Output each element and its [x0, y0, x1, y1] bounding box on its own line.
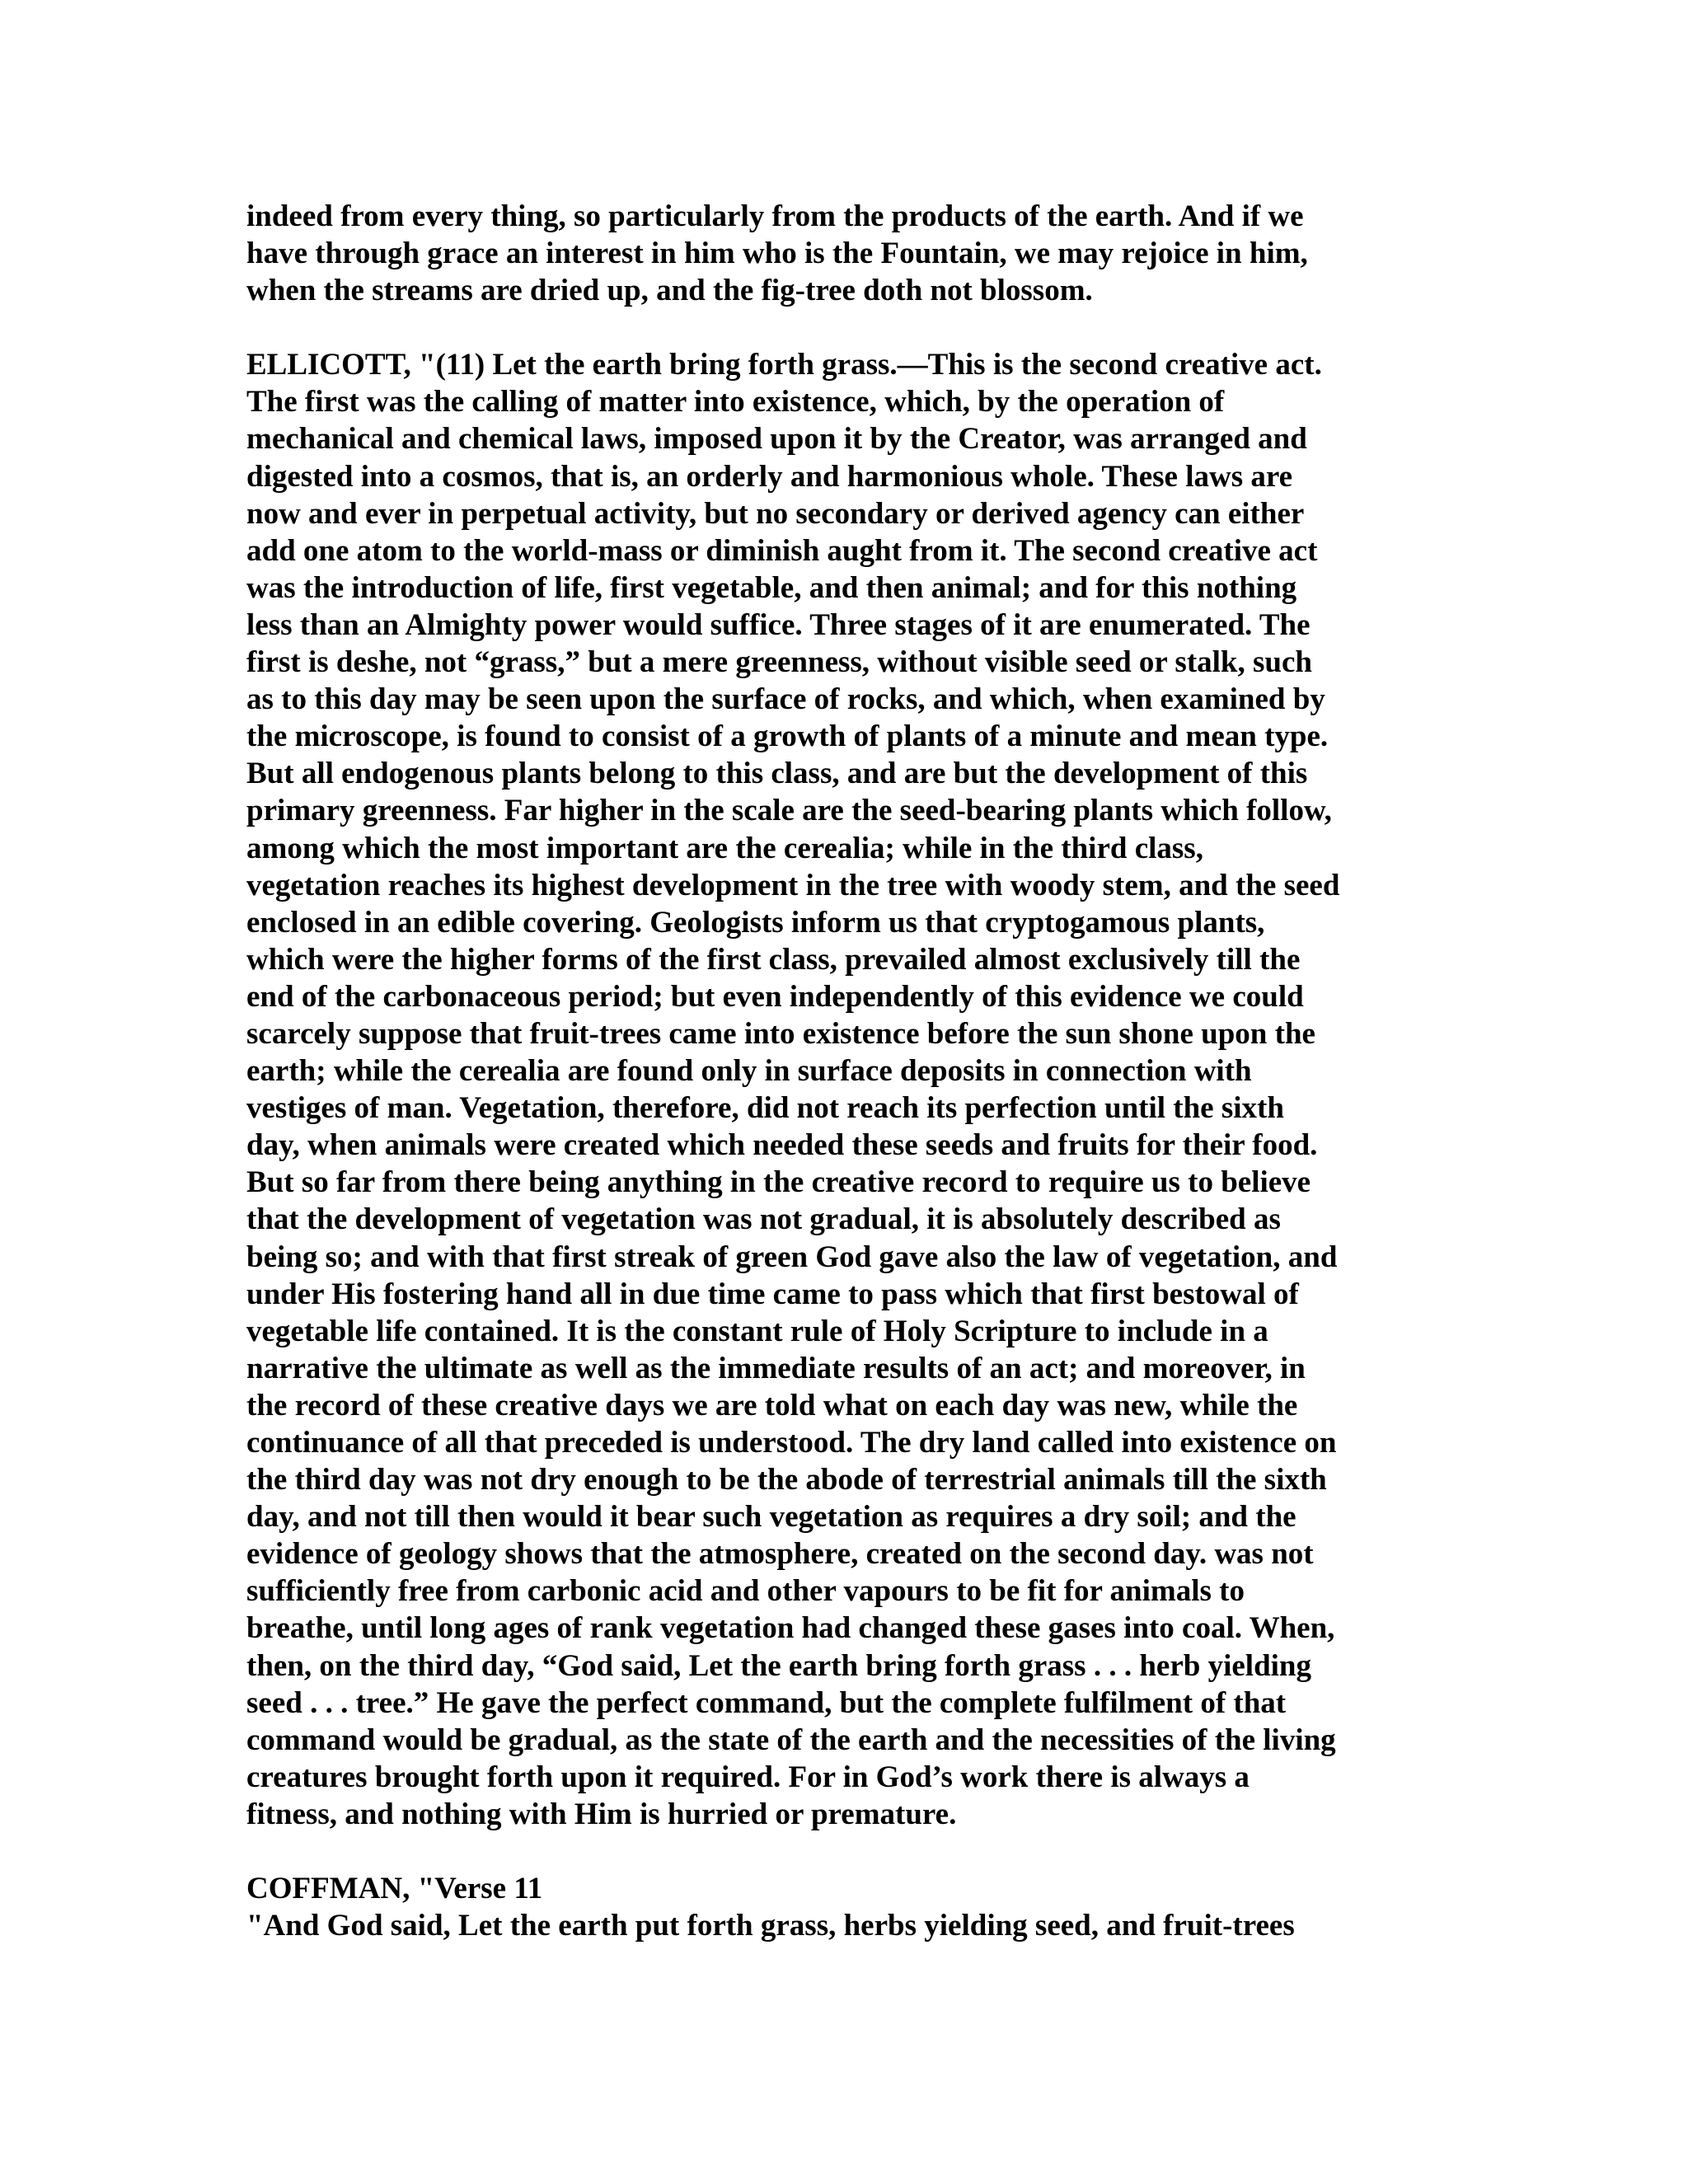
text-line: being so; and with that first streak of green God gave also the law of vegetation, and — [246, 1240, 1338, 1274]
text-line: which were the higher forms of the first class, prevailed almost exclusively till the — [246, 942, 1301, 977]
text-line: first is deshe, not “grass,” but a mere greenness, without visible seed or stalk, such — [246, 645, 1312, 680]
text-line: have through grace an interest in him who is the Fountain, we may rejoice in him, — [246, 237, 1308, 271]
text-line: enclosed in an edible covering. Geologists inform us that cryptogamous plants, — [246, 905, 1265, 940]
text-line: less than an Almighty power would suffice. Three stages of it are enumerated. The — [246, 607, 1311, 642]
text-line: when the streams are dried up, and the fig-tree doth not blossom. — [246, 274, 1093, 308]
paragraph-gap — [246, 309, 1450, 346]
text-line: add one atom to the world-mass or diminish aught from it. The second creative act — [246, 533, 1318, 568]
paragraph — [246, 198, 1450, 309]
text-line: among which the most important are the cerealia; while in the third class, — [246, 831, 1203, 865]
text-line: creatures brought forth upon it required. For in God’s work there is always a — [246, 1760, 1250, 1794]
text-line: day, and not till then would it bear such vegetation as requires a dry soil; and the — [246, 1500, 1296, 1535]
text-line: vestiges of man. Vegetation, therefore, did not reach its perfection until the sixth — [246, 1091, 1284, 1126]
text-line: that the development of vegetation was not gradual, it is absolutely described as — [246, 1202, 1281, 1237]
text-line: now and ever in perpetual activity, but no secondary or derived agency can either — [246, 496, 1305, 531]
text-line: COFFMAN, "Verse 11 — [246, 1872, 543, 1906]
text-line: seed . . . tree.” He gave the perfect command, but the complete fulfilment of that — [246, 1685, 1287, 1720]
text-line: was the introduction of life, first vegetable, and then animal; and for this nothing — [246, 570, 1297, 605]
text-line: the microscope, is found to consist of a growth of plants of a minute and mean type. — [246, 719, 1329, 754]
text-line: fitness, and nothing with Him is hurried or premature. — [246, 1797, 957, 1831]
text-line: evidence of geology shows that the atmosphere, created on the second day. was not — [246, 1537, 1314, 1572]
paragraph — [246, 1870, 1450, 1944]
text-line: indeed from every thing, so particularly from the products of the earth. And if we — [246, 199, 1304, 233]
text-line: scarcely suppose that fruit-trees came into existence before the sun shone upon the — [246, 1016, 1315, 1051]
paragraph-gap — [246, 1833, 1450, 1870]
text-line: command would be gradual, as the state of the earth and the necessities of the living — [246, 1722, 1336, 1757]
text-line: earth; while the cerealia are found only in surface deposits in connection with — [246, 1054, 1252, 1089]
text-line: vegetation reaches its highest development in the tree with woody stem, and the seed — [246, 868, 1340, 902]
text-line: vegetable life contained. It is the constant rule of Holy Scripture to include in a — [246, 1314, 1268, 1348]
text-line: digested into a cosmos, that is, an orderly and harmonious whole. These laws are — [246, 459, 1293, 494]
text-line: ELLICOTT, "(11) Let the earth bring forth grass.—This is the second creative act. — [246, 348, 1322, 382]
text-line: primary greenness. Far higher in the scale are the seed-bearing plants which follow, — [246, 794, 1332, 828]
text-line: then, on the third day, “God said, Let the earth bring forth grass . . . herb yielding — [246, 1648, 1312, 1683]
text-line: "And God said, Let the earth put forth grass, herbs yielding seed, and fruit-trees — [246, 1909, 1295, 1943]
text-line: continuance of all that preceded is understood. The dry land called into existence on — [246, 1426, 1337, 1460]
text-line: mechanical and chemical laws, imposed upon it by the Creator, was arranged and — [246, 422, 1307, 457]
text-line: sufficiently free from carbonic acid and other vapours to be fit for animals to — [246, 1574, 1245, 1609]
text-line: But so far from there being anything in the creative record to require us to believe — [246, 1165, 1311, 1200]
text-line: end of the carbonaceous period; but even independently of this evidence we could — [246, 979, 1304, 1014]
text-line: narrative the ultimate as well as the immediate results of an act; and moreover, in — [246, 1351, 1306, 1385]
text-line: breathe, until long ages of rank vegetation had changed these gases into coal. When, — [246, 1611, 1335, 1646]
text-line: as to this day may be seen upon the surface of rocks, and which, when examined by — [246, 682, 1325, 717]
text-line: the third day was not dry enough to be the abode of terrestrial animals till the sixth — [246, 1463, 1327, 1497]
text-line: The first was the calling of matter into existence, which, by the operation of — [246, 385, 1225, 419]
text-line: But all endogenous plants belong to this class, and are but the development of this — [246, 757, 1308, 791]
text-line: day, when animals were created which needed these seeds and fruits for their food. — [246, 1128, 1318, 1163]
document-page — [246, 198, 1450, 1944]
text-line: the record of these creative days we are told what on each day was new, while the — [246, 1388, 1298, 1422]
paragraph — [246, 346, 1450, 1833]
text-line: under His fostering hand all in due time came to pass which that first bestowal of — [246, 1277, 1299, 1311]
